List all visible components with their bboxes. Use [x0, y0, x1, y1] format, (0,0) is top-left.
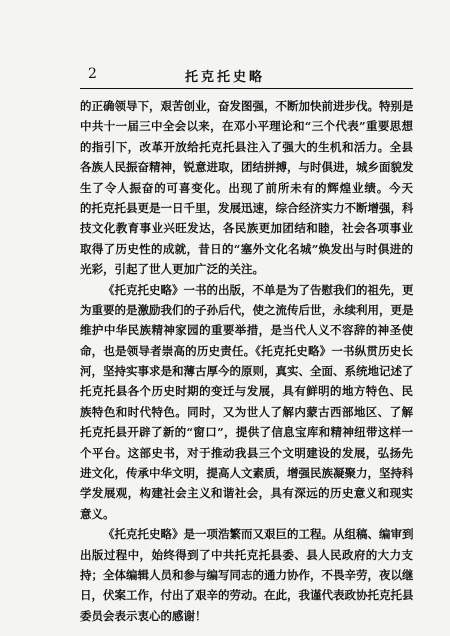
text-line: 为重要的是激励我们的子孙后代，使之流传后世，永续利用，更是 [80, 302, 413, 317]
text-line: 中共十一届三中全会以来，在邓小平理论和“三个代表”重要思想 [80, 119, 413, 134]
text-line: 各族人民振奋精神，锐意进取，团结拼搏，与时俱进，城乡面貌发 [80, 160, 413, 175]
text-line: 技文化教育事业兴旺发达，各民族更加团结和睦，社会各项事业 [80, 221, 413, 236]
text-line: 维护中华民族精神家园的重要举措，是当代人义不容辞的神圣使 [80, 323, 413, 338]
text-line: 河，坚持实事求是和薄古厚今的原则，真实、全面、系统地记述了 [80, 364, 413, 379]
text-line: 进文化，传承中华文明，提高人文素质，增强民族凝聚力，坚持科 [80, 466, 413, 481]
text-line: 出版过程中，始终得到了中共托克托县委、县人民政府的大力支 [80, 547, 413, 562]
running-title: 托克托史略 [184, 70, 265, 85]
text-line: 意义。 [80, 506, 115, 521]
text-line: 取得了历史性的成就，昔日的“塞外文化名城”焕发出与时俱进的 [80, 241, 413, 256]
text-line: 的正确领导下，艰苦创业，奋发图强，不断加快前进步伐。特别是 [80, 99, 413, 113]
text-line: 生了令人振奋的可喜变化。出现了前所未有的辉煌业绩。今天 [80, 180, 413, 195]
text-line: 族特色和时代特色。同时，又为世人了解内蒙古西部地区、了解 [80, 404, 413, 419]
text-line: 托克托县开辟了新的“窗口”，提供了信息宝库和精神纽带这样一 [80, 425, 413, 440]
text-line: 持；全体编辑人员和参与编写同志的通力协作，不畏辛劳，夜以继 [80, 567, 413, 582]
body-text [80, 96, 413, 626]
text-line: 委员会表示衷心的感谢！ [80, 608, 207, 623]
text-line: 个平台。这部史书，对于推动我县三个文明建设的发展，弘扬先 [80, 445, 413, 460]
text-line: 光彩，引起了世人更加广泛的关注。 [80, 262, 264, 277]
text-line: 的托克托县更是一日千里，发展迅速，综合经济实力不断增强，科 [80, 200, 413, 215]
text-line: 日，伏案工作，付出了艰辛的劳动。在此，我谨代表政协托克托县 [80, 588, 413, 603]
page-number: 2 [88, 66, 97, 82]
text-line: 学发展观，构建社会主义和谐社会，具有深远的历史意义和现实 [80, 486, 413, 501]
header-rule [80, 88, 413, 89]
text-line: 的指引下，改革开放给托克托县注入了强大的生机和活力。全县 [80, 139, 413, 154]
text-line: 《托克托史略》是一项浩繁而又艰巨的工程。从组稿、编审到 [103, 527, 413, 542]
text-line: 命，也是领导者崇高的历史责任。《托克托史略》一书纵贯历史长 [80, 343, 413, 358]
text-line: 《托克托史略》一书的出版，不单是为了告慰我们的祖先，更 [103, 282, 413, 297]
text-line: 托克托县各个历史时期的变迁与发展，具有鲜明的地方特色、民 [80, 384, 413, 399]
